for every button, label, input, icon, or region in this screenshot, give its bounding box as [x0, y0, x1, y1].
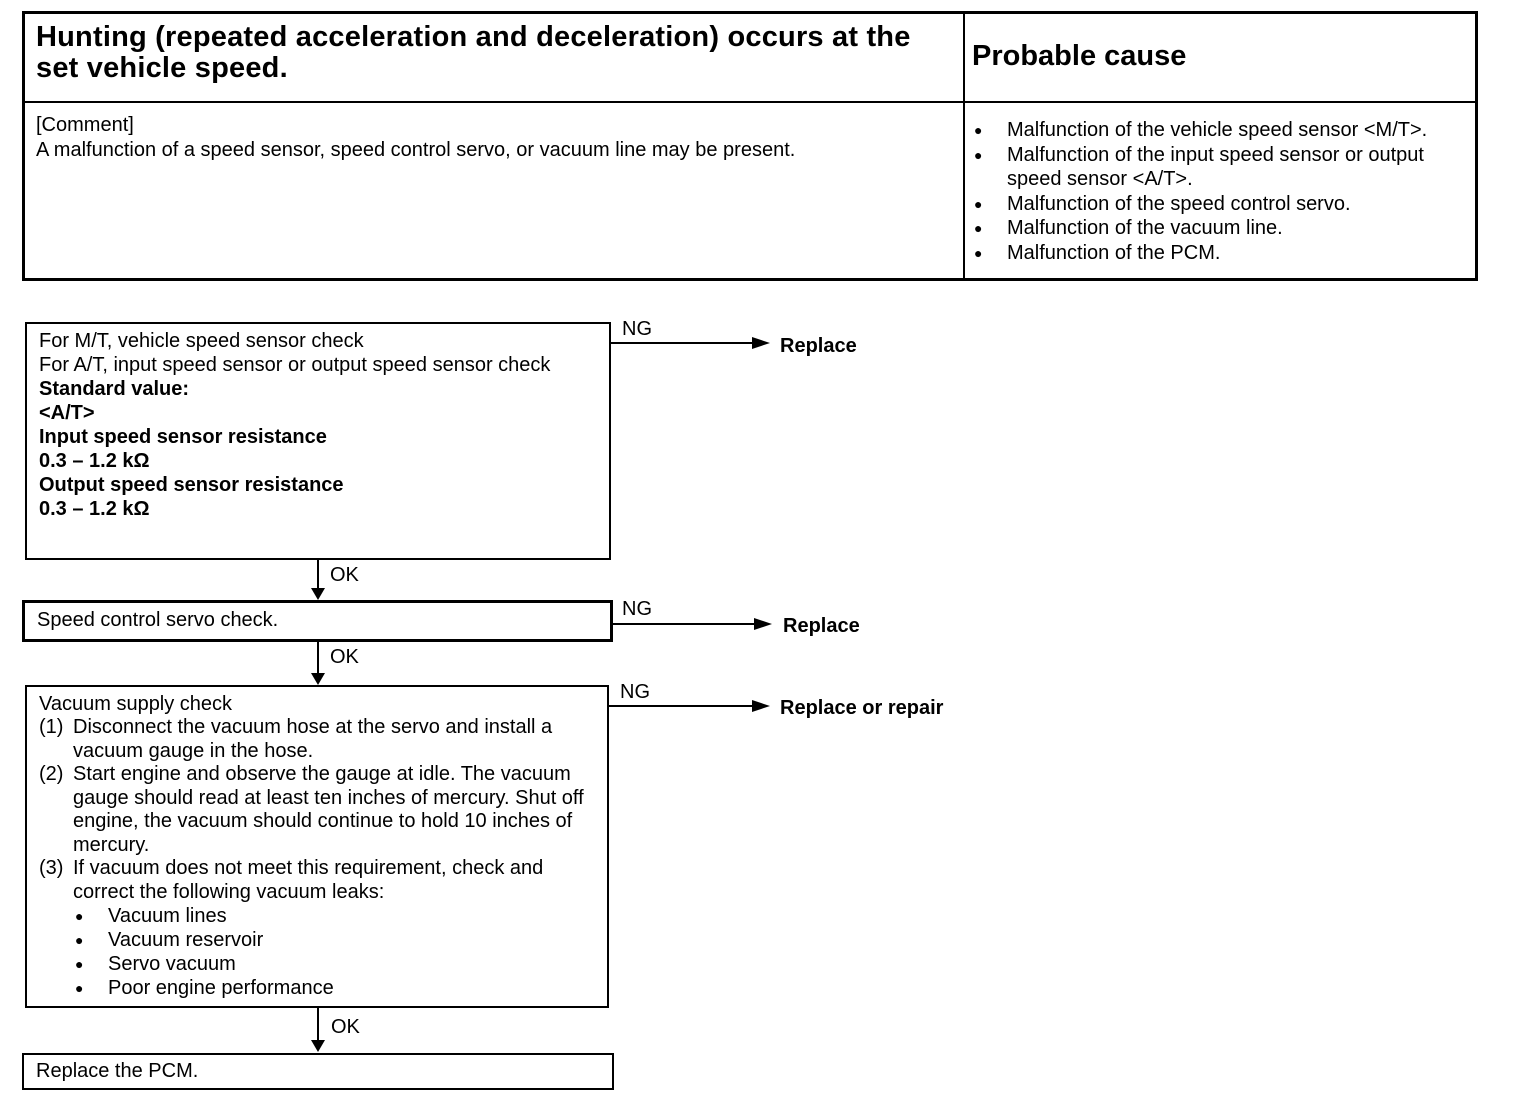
- step3-ng-label: NG: [620, 681, 650, 703]
- step3-action: Replace or repair: [780, 697, 944, 719]
- step1-speed-sensor-check-box: [25, 322, 611, 560]
- step1-line-mt: For M/T, vehicle speed sensor check: [39, 330, 364, 352]
- instruction-number: (1): [39, 716, 64, 738]
- step1-line-at: For A/T, input speed sensor or output speed sensor check: [39, 354, 551, 376]
- step2-servo-check-box: [22, 600, 613, 642]
- at-label: <A/T>: [39, 402, 95, 424]
- step1-ng-label: NG: [622, 318, 652, 340]
- step2-ok-connector: [317, 642, 319, 675]
- cause-item: ● Malfunction of the speed control servo.: [972, 192, 1472, 217]
- leak-item-text: Poor engine performance: [108, 977, 334, 999]
- input-sensor-value: 0.3 – 1.2 kΩ: [39, 450, 150, 472]
- step3-title: Vacuum supply check: [39, 693, 233, 715]
- leak-item: [39, 904, 595, 928]
- arrow-down-icon: [311, 673, 325, 685]
- arrow-right-icon: [752, 337, 770, 349]
- table-column-divider: [963, 11, 965, 281]
- instruction-text: Start engine and observe the gauge at idle. The vacuum gauge should read at least ten inches of mercury. Shut off engine, the vacuum should continue to hold 10 inches of mercury.: [73, 763, 584, 856]
- cause-item: ● Malfunction of the input speed sensor or output speed sensor <A/T>.: [972, 143, 1472, 192]
- output-sensor-label: Output speed sensor resistance: [39, 474, 344, 496]
- table-row-divider: [22, 101, 1478, 103]
- arrow-right-icon: [752, 700, 770, 712]
- step3-ok-label: OK: [331, 1016, 360, 1038]
- leak-item-text: Vacuum reservoir: [108, 929, 264, 951]
- instruction-number: (2): [39, 763, 64, 785]
- step1-ok-connector: [317, 560, 319, 590]
- instruction-number: (3): [39, 857, 64, 879]
- step4-text: Replace the PCM.: [36, 1060, 199, 1082]
- step2-ng-label: NG: [622, 598, 652, 620]
- leak-item: [39, 976, 595, 1000]
- leak-item: [39, 928, 595, 952]
- instruction-text: Disconnect the vacuum hose at the servo and install a vacuum gauge in the hose.: [73, 716, 553, 762]
- comment-label: [Comment]: [36, 114, 134, 136]
- step2-text: Speed control servo check.: [37, 609, 279, 631]
- step3-instruction: [39, 857, 595, 904]
- step3-ng-connector: [609, 705, 761, 707]
- bullet-icon: ●: [75, 908, 84, 924]
- probable-cause-list: [972, 118, 1472, 265]
- step3-vacuum-supply-check-box: [25, 685, 609, 1008]
- comment-block: [36, 113, 946, 163]
- arrow-down-icon: [311, 588, 325, 600]
- problem-title: Hunting (repeated acceleration and deceleration) occurs at the set vehicle speed.: [36, 21, 911, 84]
- comment-text: A malfunction of a speed sensor, speed control servo, or vacuum line may be present.: [36, 139, 796, 161]
- step1-ng-connector: [611, 342, 761, 344]
- cause-item: ● Malfunction of the PCM.: [972, 241, 1472, 266]
- leak-item-text: Vacuum lines: [108, 905, 227, 927]
- step1-ok-label: OK: [330, 564, 359, 586]
- bullet-icon: ●: [75, 980, 84, 996]
- step2-ng-connector: [613, 623, 763, 625]
- standard-value-label: Standard value:: [39, 378, 190, 400]
- leak-item-text: Servo vacuum: [108, 953, 236, 975]
- bullet-icon: ●: [75, 932, 84, 948]
- step2-ok-label: OK: [330, 646, 359, 668]
- step3-instruction: [39, 716, 595, 763]
- cause-item: ● Malfunction of the vacuum line.: [972, 216, 1472, 241]
- instruction-text: If vacuum does not meet this requirement, check and correct the following vacuum leaks:: [73, 857, 544, 903]
- step2-action: Replace: [783, 615, 860, 637]
- step3-ok-connector: [317, 1008, 319, 1042]
- bullet-icon: ●: [75, 956, 84, 972]
- step4-replace-pcm-box: [22, 1053, 614, 1090]
- step3-instruction: [39, 763, 595, 857]
- cause-item: ● Malfunction of the vehicle speed sensor <M/T>.: [972, 118, 1472, 143]
- leak-item: [39, 952, 595, 976]
- step1-action: Replace: [780, 335, 857, 357]
- input-sensor-label: Input speed sensor resistance: [39, 426, 327, 448]
- output-sensor-value: 0.3 – 1.2 kΩ: [39, 498, 150, 520]
- arrow-down-icon: [311, 1040, 325, 1052]
- probable-cause-heading: Probable cause: [972, 40, 1187, 72]
- arrow-right-icon: [754, 618, 772, 630]
